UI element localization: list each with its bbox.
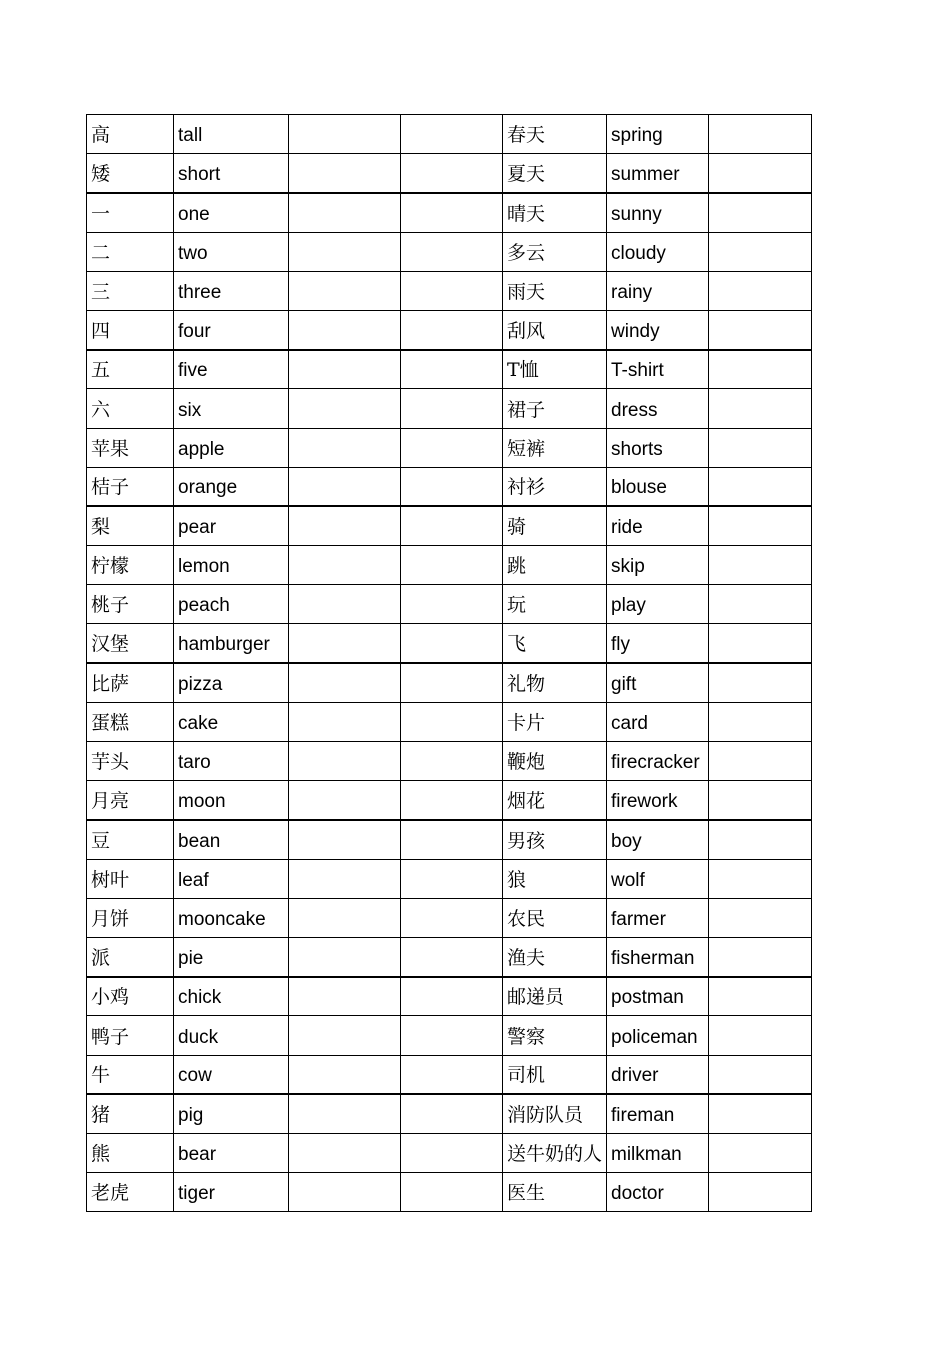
blank-cell xyxy=(401,702,503,741)
english-word-cell: tall xyxy=(174,115,289,154)
chinese-word-cell: 小鸡 xyxy=(87,977,174,1016)
english-word-cell: shorts xyxy=(607,428,709,467)
table-row xyxy=(87,702,812,741)
blank-cell xyxy=(289,193,401,232)
blank-cell xyxy=(709,702,812,741)
english-word-cell: pizza xyxy=(174,663,289,702)
english-word-cell: cloudy xyxy=(607,232,709,271)
blank-cell xyxy=(289,742,401,781)
chinese-word-cell: 汉堡 xyxy=(87,624,174,663)
blank-cell xyxy=(289,1133,401,1172)
english-word-cell: fireman xyxy=(607,1094,709,1133)
blank-cell xyxy=(401,1173,503,1212)
blank-cell xyxy=(401,624,503,663)
chinese-word-cell: 雨天 xyxy=(503,271,607,310)
english-word-cell: pear xyxy=(174,506,289,545)
blank-cell xyxy=(289,937,401,976)
blank-cell xyxy=(289,663,401,702)
chinese-word-cell: 豆 xyxy=(87,820,174,859)
blank-cell xyxy=(709,506,812,545)
chinese-word-cell: 猪 xyxy=(87,1094,174,1133)
chinese-word-cell: 二 xyxy=(87,232,174,271)
chinese-word-cell: 送牛奶的人 xyxy=(503,1133,607,1172)
english-word-cell: spring xyxy=(607,115,709,154)
chinese-word-cell: 熊 xyxy=(87,1133,174,1172)
english-word-cell: taro xyxy=(174,742,289,781)
blank-cell xyxy=(709,624,812,663)
chinese-word-cell: 骑 xyxy=(503,506,607,545)
blank-cell xyxy=(289,624,401,663)
chinese-word-cell: 牛 xyxy=(87,1055,174,1094)
chinese-word-cell: 比萨 xyxy=(87,663,174,702)
table-row xyxy=(87,546,812,585)
blank-cell xyxy=(401,115,503,154)
table-row xyxy=(87,977,812,1016)
chinese-word-cell: 烟花 xyxy=(503,781,607,820)
chinese-word-cell: 三 xyxy=(87,271,174,310)
blank-cell xyxy=(401,898,503,937)
blank-cell xyxy=(709,154,812,193)
english-word-cell: pie xyxy=(174,937,289,976)
table-row xyxy=(87,1094,812,1133)
table-row xyxy=(87,271,812,310)
blank-cell xyxy=(709,1173,812,1212)
english-word-cell: pig xyxy=(174,1094,289,1133)
blank-cell xyxy=(289,977,401,1016)
blank-cell xyxy=(709,1133,812,1172)
chinese-word-cell: 短裤 xyxy=(503,428,607,467)
blank-cell xyxy=(709,350,812,389)
table-row xyxy=(87,742,812,781)
blank-cell xyxy=(401,310,503,349)
blank-cell xyxy=(289,428,401,467)
table-row xyxy=(87,1133,812,1172)
chinese-word-cell: 苹果 xyxy=(87,428,174,467)
english-word-cell: gift xyxy=(607,663,709,702)
english-word-cell: milkman xyxy=(607,1133,709,1172)
chinese-word-cell: 月饼 xyxy=(87,898,174,937)
english-word-cell: three xyxy=(174,271,289,310)
english-word-cell: T-shirt xyxy=(607,350,709,389)
chinese-word-cell: 晴天 xyxy=(503,193,607,232)
table-row xyxy=(87,154,812,193)
english-word-cell: ride xyxy=(607,506,709,545)
blank-cell xyxy=(709,193,812,232)
blank-cell xyxy=(401,467,503,506)
blank-cell xyxy=(289,271,401,310)
blank-cell xyxy=(289,546,401,585)
chinese-word-cell: 狼 xyxy=(503,859,607,898)
table-row xyxy=(87,859,812,898)
english-word-cell: moon xyxy=(174,781,289,820)
english-word-cell: firework xyxy=(607,781,709,820)
blank-cell xyxy=(289,232,401,271)
chinese-word-cell: 裙子 xyxy=(503,389,607,428)
english-word-cell: cow xyxy=(174,1055,289,1094)
blank-cell xyxy=(709,781,812,820)
chinese-word-cell: 跳 xyxy=(503,546,607,585)
blank-cell xyxy=(401,1055,503,1094)
table-row xyxy=(87,428,812,467)
english-word-cell: lemon xyxy=(174,546,289,585)
english-word-cell: four xyxy=(174,310,289,349)
english-word-cell: sunny xyxy=(607,193,709,232)
blank-cell xyxy=(289,115,401,154)
blank-cell xyxy=(289,467,401,506)
blank-cell xyxy=(289,506,401,545)
chinese-word-cell: 梨 xyxy=(87,506,174,545)
chinese-word-cell: 一 xyxy=(87,193,174,232)
table-row xyxy=(87,937,812,976)
blank-cell xyxy=(401,663,503,702)
vocabulary-table-body xyxy=(87,115,812,1212)
blank-cell xyxy=(401,546,503,585)
chinese-word-cell: 春天 xyxy=(503,115,607,154)
chinese-word-cell: 月亮 xyxy=(87,781,174,820)
table-row xyxy=(87,624,812,663)
chinese-word-cell: 芋头 xyxy=(87,742,174,781)
english-word-cell: leaf xyxy=(174,859,289,898)
blank-cell xyxy=(401,937,503,976)
english-word-cell: driver xyxy=(607,1055,709,1094)
english-word-cell: bear xyxy=(174,1133,289,1172)
english-word-cell: five xyxy=(174,350,289,389)
table-row xyxy=(87,820,812,859)
chinese-word-cell: 柠檬 xyxy=(87,546,174,585)
chinese-word-cell: 蛋糕 xyxy=(87,702,174,741)
table-row xyxy=(87,781,812,820)
blank-cell xyxy=(709,898,812,937)
english-word-cell: orange xyxy=(174,467,289,506)
blank-cell xyxy=(401,1016,503,1055)
english-word-cell: play xyxy=(607,585,709,624)
chinese-word-cell: 高 xyxy=(87,115,174,154)
chinese-word-cell: 老虎 xyxy=(87,1173,174,1212)
blank-cell xyxy=(709,937,812,976)
blank-cell xyxy=(401,1133,503,1172)
table-row xyxy=(87,585,812,624)
chinese-word-cell: 礼物 xyxy=(503,663,607,702)
english-word-cell: postman xyxy=(607,977,709,1016)
blank-cell xyxy=(401,154,503,193)
blank-cell xyxy=(289,310,401,349)
chinese-word-cell: 衬衫 xyxy=(503,467,607,506)
blank-cell xyxy=(401,350,503,389)
english-word-cell: peach xyxy=(174,585,289,624)
table-row xyxy=(87,506,812,545)
blank-cell xyxy=(709,546,812,585)
english-word-cell: fisherman xyxy=(607,937,709,976)
english-word-cell: card xyxy=(607,702,709,741)
chinese-word-cell: 鞭炮 xyxy=(503,742,607,781)
english-word-cell: rainy xyxy=(607,271,709,310)
chinese-word-cell: 树叶 xyxy=(87,859,174,898)
blank-cell xyxy=(709,389,812,428)
blank-cell xyxy=(289,702,401,741)
blank-cell xyxy=(709,310,812,349)
blank-cell xyxy=(709,1016,812,1055)
blank-cell xyxy=(289,1173,401,1212)
blank-cell xyxy=(289,1016,401,1055)
english-word-cell: wolf xyxy=(607,859,709,898)
blank-cell xyxy=(289,154,401,193)
chinese-word-cell: 卡片 xyxy=(503,702,607,741)
chinese-word-cell: 鸭子 xyxy=(87,1016,174,1055)
english-word-cell: summer xyxy=(607,154,709,193)
english-word-cell: short xyxy=(174,154,289,193)
blank-cell xyxy=(401,506,503,545)
table-row xyxy=(87,389,812,428)
blank-cell xyxy=(709,467,812,506)
chinese-word-cell: 桔子 xyxy=(87,467,174,506)
english-word-cell: firecracker xyxy=(607,742,709,781)
english-word-cell: apple xyxy=(174,428,289,467)
english-word-cell: six xyxy=(174,389,289,428)
english-word-cell: skip xyxy=(607,546,709,585)
chinese-word-cell: 刮风 xyxy=(503,310,607,349)
english-word-cell: one xyxy=(174,193,289,232)
blank-cell xyxy=(709,1055,812,1094)
blank-cell xyxy=(401,977,503,1016)
blank-cell xyxy=(401,193,503,232)
table-row xyxy=(87,193,812,232)
chinese-word-cell: 飞 xyxy=(503,624,607,663)
table-row xyxy=(87,310,812,349)
blank-cell xyxy=(709,977,812,1016)
blank-cell xyxy=(401,742,503,781)
blank-cell xyxy=(709,115,812,154)
blank-cell xyxy=(401,271,503,310)
blank-cell xyxy=(289,859,401,898)
chinese-word-cell: 邮递员 xyxy=(503,977,607,1016)
blank-cell xyxy=(401,585,503,624)
blank-cell xyxy=(709,271,812,310)
english-word-cell: two xyxy=(174,232,289,271)
english-word-cell: duck xyxy=(174,1016,289,1055)
table-row xyxy=(87,115,812,154)
english-word-cell: farmer xyxy=(607,898,709,937)
blank-cell xyxy=(709,859,812,898)
blank-cell xyxy=(401,232,503,271)
english-word-cell: dress xyxy=(607,389,709,428)
english-word-cell: windy xyxy=(607,310,709,349)
chinese-word-cell: 夏天 xyxy=(503,154,607,193)
english-word-cell: cake xyxy=(174,702,289,741)
blank-cell xyxy=(709,585,812,624)
chinese-word-cell: 警察 xyxy=(503,1016,607,1055)
blank-cell xyxy=(289,781,401,820)
blank-cell xyxy=(289,898,401,937)
chinese-word-cell: 医生 xyxy=(503,1173,607,1212)
table-row xyxy=(87,1055,812,1094)
english-word-cell: blouse xyxy=(607,467,709,506)
chinese-word-cell: 男孩 xyxy=(503,820,607,859)
blank-cell xyxy=(709,820,812,859)
table-row xyxy=(87,898,812,937)
blank-cell xyxy=(709,428,812,467)
blank-cell xyxy=(401,781,503,820)
blank-cell xyxy=(709,663,812,702)
blank-cell xyxy=(401,389,503,428)
vocabulary-table xyxy=(86,114,812,1212)
chinese-word-cell: 玩 xyxy=(503,585,607,624)
chinese-word-cell: 渔夫 xyxy=(503,937,607,976)
blank-cell xyxy=(289,585,401,624)
chinese-word-cell: 消防队员 xyxy=(503,1094,607,1133)
chinese-word-cell: 派 xyxy=(87,937,174,976)
table-row xyxy=(87,663,812,702)
blank-cell xyxy=(709,232,812,271)
blank-cell xyxy=(401,820,503,859)
english-word-cell: chick xyxy=(174,977,289,1016)
table-row xyxy=(87,350,812,389)
english-word-cell: bean xyxy=(174,820,289,859)
english-word-cell: doctor xyxy=(607,1173,709,1212)
table-row xyxy=(87,1173,812,1212)
chinese-word-cell: 多云 xyxy=(503,232,607,271)
table-row xyxy=(87,1016,812,1055)
chinese-word-cell: T恤 xyxy=(503,350,607,389)
blank-cell xyxy=(289,820,401,859)
chinese-word-cell: 农民 xyxy=(503,898,607,937)
english-word-cell: hamburger xyxy=(174,624,289,663)
table-row xyxy=(87,232,812,271)
chinese-word-cell: 桃子 xyxy=(87,585,174,624)
english-word-cell: tiger xyxy=(174,1173,289,1212)
chinese-word-cell: 司机 xyxy=(503,1055,607,1094)
blank-cell xyxy=(401,859,503,898)
blank-cell xyxy=(401,428,503,467)
blank-cell xyxy=(289,1055,401,1094)
blank-cell xyxy=(401,1094,503,1133)
blank-cell xyxy=(289,1094,401,1133)
chinese-word-cell: 五 xyxy=(87,350,174,389)
english-word-cell: policeman xyxy=(607,1016,709,1055)
blank-cell xyxy=(289,389,401,428)
chinese-word-cell: 四 xyxy=(87,310,174,349)
blank-cell xyxy=(709,742,812,781)
chinese-word-cell: 矮 xyxy=(87,154,174,193)
blank-cell xyxy=(709,1094,812,1133)
english-word-cell: boy xyxy=(607,820,709,859)
chinese-word-cell: 六 xyxy=(87,389,174,428)
blank-cell xyxy=(289,350,401,389)
english-word-cell: mooncake xyxy=(174,898,289,937)
table-row xyxy=(87,467,812,506)
english-word-cell: fly xyxy=(607,624,709,663)
